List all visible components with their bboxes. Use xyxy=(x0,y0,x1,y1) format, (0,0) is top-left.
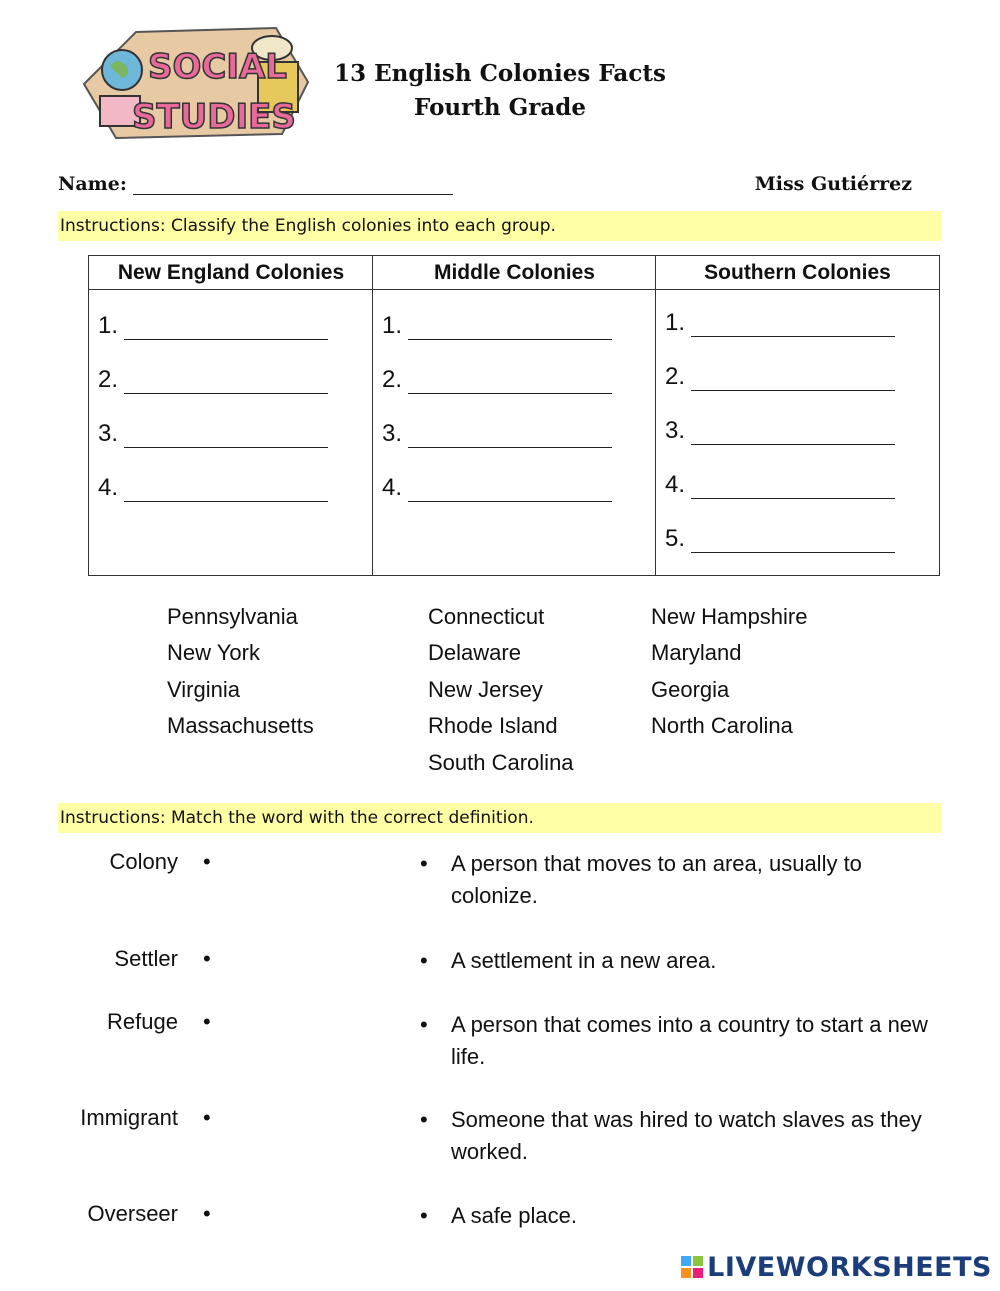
liveworksheets-brand xyxy=(681,1252,992,1283)
classify-instruction: Instructions: Classify the English colonies into each group. xyxy=(58,211,941,241)
new-england-column xyxy=(89,256,373,575)
match-term: Colony xyxy=(109,849,178,874)
answer-slot[interactable]: 1. xyxy=(665,309,895,337)
answer-slot[interactable]: 4. xyxy=(98,474,328,502)
match-definition xyxy=(420,848,940,912)
definition-text: A person that moves to an area, usually to colonize. xyxy=(451,851,862,908)
colonies-table xyxy=(88,255,940,576)
definition-bullet[interactable]: • xyxy=(420,851,428,876)
match-definition xyxy=(420,1200,940,1232)
word-bank-item[interactable]: Maryland xyxy=(651,640,742,665)
teacher-name: Miss Gutiérrez xyxy=(754,173,912,195)
definition-bullet[interactable]: • xyxy=(420,1203,428,1228)
logo-text-top: SOCIAL xyxy=(148,47,287,87)
match-definition xyxy=(420,1009,940,1073)
definition-text: A person that comes into a country to start a new life. xyxy=(451,1012,928,1069)
answer-slot[interactable]: 3. xyxy=(98,420,328,448)
answer-slot[interactable]: 3. xyxy=(665,417,895,445)
southern-column xyxy=(655,256,939,575)
word-bank-item[interactable]: Massachusetts xyxy=(167,713,314,738)
answer-slot[interactable]: 2. xyxy=(382,366,612,394)
answer-slot[interactable]: 4. xyxy=(665,471,895,499)
term-bullet[interactable]: • xyxy=(203,1201,211,1226)
match-term: Immigrant xyxy=(80,1105,178,1130)
name-blank[interactable] xyxy=(133,176,453,195)
definition-text: A settlement in a new area. xyxy=(451,948,717,973)
answer-slot[interactable]: 2. xyxy=(98,366,328,394)
answer-slot[interactable]: 3. xyxy=(382,420,612,448)
match-term: Settler xyxy=(114,946,178,971)
word-bank-item[interactable]: Rhode Island xyxy=(428,713,558,738)
match-definition xyxy=(420,945,940,977)
word-bank-item[interactable]: Connecticut xyxy=(428,604,545,629)
column-heading: New England Colonies xyxy=(89,256,373,290)
answer-slot[interactable]: 2. xyxy=(665,363,895,391)
definition-text: A safe place. xyxy=(451,1203,577,1228)
definition-bullet[interactable]: • xyxy=(420,948,428,973)
column-heading: Southern Colonies xyxy=(656,256,939,290)
word-bank-item[interactable]: Delaware xyxy=(428,640,521,665)
answer-slot[interactable]: 1. xyxy=(382,312,612,340)
word-bank-item[interactable]: South Carolina xyxy=(428,750,574,775)
word-bank-item[interactable]: New Hampshire xyxy=(651,604,808,629)
definition-bullet[interactable]: • xyxy=(420,1107,428,1132)
answer-slot[interactable]: 1. xyxy=(98,312,328,340)
definition-text: Someone that was hired to watch slaves as they worked. xyxy=(451,1107,922,1164)
match-term: Overseer xyxy=(87,1201,178,1226)
middle-column xyxy=(372,256,656,575)
column-heading: Middle Colonies xyxy=(373,256,656,290)
term-bullet[interactable]: • xyxy=(203,1105,211,1130)
worksheet-title: 13 English Colonies Facts xyxy=(334,60,666,87)
word-bank-item[interactable]: Virginia xyxy=(167,677,240,702)
logo-text-bottom: STUDIES xyxy=(132,97,296,137)
match-definition xyxy=(420,1104,940,1168)
social-studies-logo xyxy=(76,22,316,144)
word-bank-item[interactable]: Georgia xyxy=(651,677,730,702)
match-term: Refuge xyxy=(107,1009,178,1034)
word-bank-item[interactable]: Pennsylvania xyxy=(167,604,298,629)
word-bank-item[interactable]: New York xyxy=(167,640,260,665)
answer-slot[interactable]: 5. xyxy=(665,525,895,553)
brand-logo-icon xyxy=(681,1256,703,1278)
worksheet-subtitle: Fourth Grade xyxy=(414,94,586,121)
word-bank-item[interactable]: New Jersey xyxy=(428,677,543,702)
term-bullet[interactable]: • xyxy=(203,849,211,874)
word-bank-item[interactable]: North Carolina xyxy=(651,713,793,738)
term-bullet[interactable]: • xyxy=(203,1009,211,1034)
definition-bullet[interactable]: • xyxy=(420,1012,428,1037)
name-field[interactable] xyxy=(58,173,453,195)
name-label: Name: xyxy=(58,173,127,195)
answer-slot[interactable]: 4. xyxy=(382,474,612,502)
matching-instruction: Instructions: Match the word with the correct definition. xyxy=(58,803,941,833)
term-bullet[interactable]: • xyxy=(203,946,211,971)
brand-text: LIVEWORKSHEETS xyxy=(707,1252,992,1283)
